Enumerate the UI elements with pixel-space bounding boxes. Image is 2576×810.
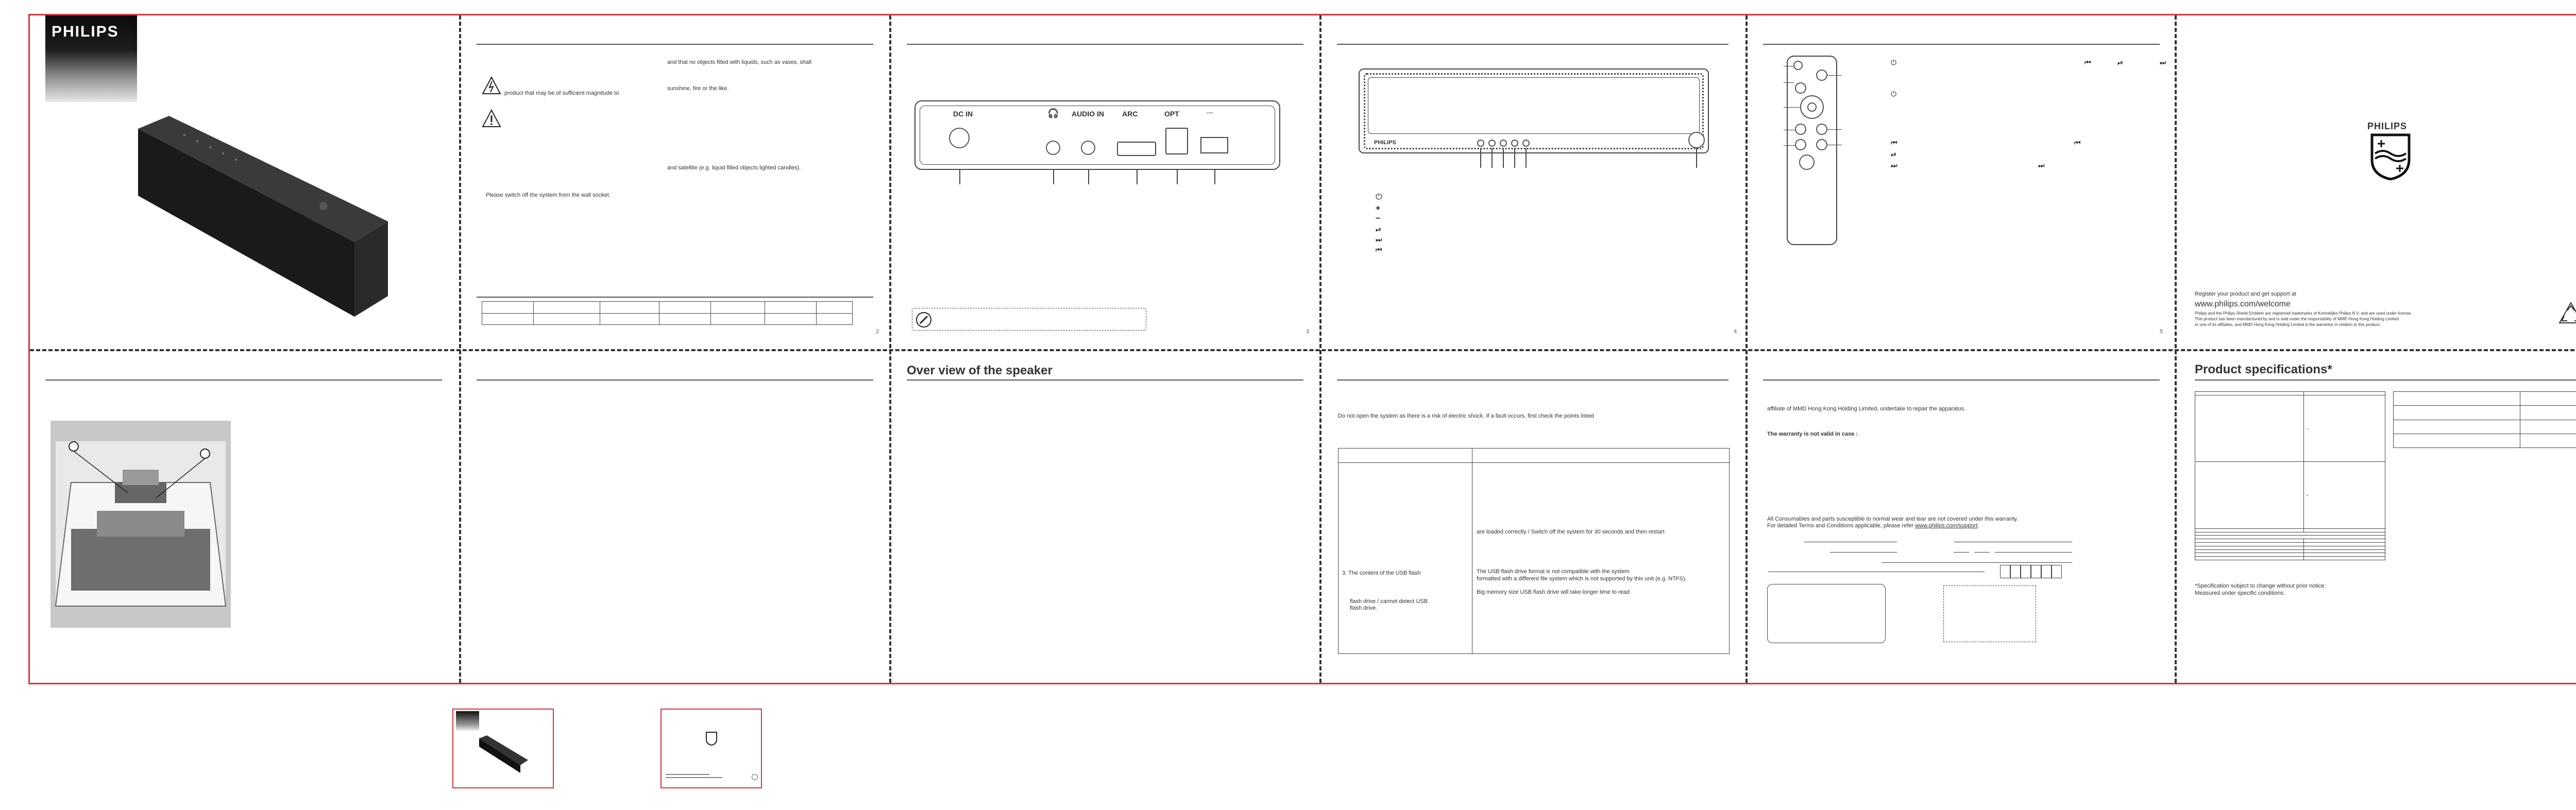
remote-button <box>1816 70 1827 81</box>
play-pause-icon: ⏯ <box>1376 225 1382 233</box>
remote-panel <box>1748 15 2175 349</box>
brand-wordmark: PHILIPS <box>2367 121 2408 131</box>
speaker-brand: PHILIPS <box>1374 140 1396 146</box>
rule <box>1337 44 1728 45</box>
form-box <box>2041 565 2052 578</box>
rule <box>907 44 1303 45</box>
callout-line <box>1526 148 1527 168</box>
form-line <box>1830 552 1897 553</box>
warning-shock-icon <box>482 76 501 95</box>
thumbnail-text-line <box>666 777 722 778</box>
remote-outline <box>1787 56 1837 245</box>
form-line <box>1882 562 2072 563</box>
volume-up-button <box>1488 140 1496 147</box>
spec-table-left <box>2195 391 2385 560</box>
plus-icon: + <box>1376 204 1381 213</box>
booklet-sheet <box>28 14 2576 684</box>
dealer-stamp-box <box>1767 584 1886 643</box>
warning-exclamation-icon <box>482 109 501 128</box>
specifications-panel <box>2177 351 2576 684</box>
rule <box>477 380 873 381</box>
callout-line <box>1214 170 1215 184</box>
callout-line <box>1053 170 1054 184</box>
form-line <box>1995 552 2072 553</box>
form-line <box>1954 552 1969 553</box>
page-title: Over view of the speaker <box>907 364 1053 377</box>
legal-text: This product has been manufactured by and is sold under the responsibility of MMD Hong Kong Holding Limited <box>2195 317 2399 321</box>
form-box <box>2031 565 2041 578</box>
spec-table-right <box>2393 391 2576 448</box>
headphone-icon: 🎧 <box>1047 108 1059 118</box>
remote-play-button <box>1807 102 1817 112</box>
rule <box>1763 380 2160 381</box>
philips-logo-badge <box>45 15 137 102</box>
speaker-grille-inner <box>1368 77 1700 134</box>
troubleshoot-table <box>1338 448 1730 654</box>
warranty-text: affiliate of MMD Hong Kong Holding Limited, undertake to repair the apparatus. <box>1767 406 1966 412</box>
safety-text: Please switch off the system from the wall socket. <box>486 192 611 198</box>
support-link[interactable]: www.philips.com/support <box>1915 523 1978 529</box>
next-track-icon: ⏭ <box>2160 58 2166 66</box>
power-icon: ⏻ <box>1891 58 1897 66</box>
port-label-audio-in: AUDIO IN <box>1072 110 1104 118</box>
troubleshoot-text: The USB flash drive format is not compatible with the system <box>1477 568 1630 575</box>
safety-text: product that may be of sufficient magnitude to <box>504 90 619 96</box>
note-pen-icon <box>916 312 932 328</box>
usb-icon: ⎓ <box>1207 109 1213 117</box>
callout-line <box>1480 148 1481 168</box>
rule <box>45 380 442 381</box>
legal-text: Philips and the Philips Shield Emblem are registered trademarks of Koninklijke Philips N.V. and are used under license. <box>2195 311 2412 316</box>
callout-line <box>1492 148 1493 168</box>
back-cover-panel <box>2177 15 2576 349</box>
form-box <box>2021 565 2031 578</box>
blank-panel <box>461 351 889 684</box>
page-number: 4 <box>1734 329 1737 335</box>
soundbar-photo <box>128 113 416 330</box>
troubleshoot-intro: Do not open the system as there is a risk of electric shock. If a fault occurs, first check the points listed <box>1338 413 1595 419</box>
callout-line <box>1784 145 1795 146</box>
form-line <box>1974 552 1990 553</box>
remote-button <box>1795 82 1806 94</box>
next-track-icon: ⏭ <box>1376 235 1382 244</box>
callout-line <box>1177 170 1178 184</box>
rule <box>477 44 873 45</box>
play-pause-button <box>1511 140 1518 147</box>
next-track-icon: ⏭ <box>2038 161 2045 169</box>
register-line: Register your product and get support at <box>2195 291 2296 297</box>
spec-note: Measured under specific conditions. <box>2195 590 2285 596</box>
rear-panel <box>891 15 1319 349</box>
remote-power-button <box>1793 61 1803 70</box>
philips-shield-emblem <box>2370 133 2411 180</box>
callout-line <box>959 170 960 184</box>
dc-in-port <box>949 128 970 148</box>
cover-panel <box>30 15 459 349</box>
volume-knob <box>1688 132 1705 148</box>
troubleshoot-text: formatted with a different file system which is not supported by this unit (e.g. NTFS). <box>1477 576 1687 582</box>
volume-down-button <box>1500 140 1507 147</box>
front-panel <box>1321 15 1745 349</box>
callout-line <box>1137 170 1138 184</box>
remote-button <box>1799 154 1815 170</box>
callout-line <box>1514 148 1515 168</box>
receipt-box <box>1943 585 2036 642</box>
power-button <box>1477 140 1484 147</box>
previous-track-icon: ⏮ <box>1891 139 1897 147</box>
callout-line <box>1784 107 1800 108</box>
previous-track-icon: ⏮ <box>2084 58 2091 66</box>
previous-track-icon: ⏮ <box>1376 246 1382 254</box>
audio-in-port <box>1081 141 1095 155</box>
spec-value: - <box>2307 426 2309 433</box>
next-track-icon: ⏭ <box>1891 161 1897 169</box>
support-url[interactable]: www.philips.com/welcome <box>2195 300 2291 308</box>
thumbnail-recycle-icon <box>752 774 758 780</box>
thumbnail-logo <box>456 711 479 731</box>
safety-panel <box>461 15 889 349</box>
safety-text: and that no objects filled with liquids, such as vases, shall <box>667 59 812 65</box>
page-title: Product specifications* <box>2195 363 2332 376</box>
troubleshoot-text: 3. The content of the USB flash <box>1342 570 1421 576</box>
safety-text: and satellite (e.g. liquid filled objects lighted candles). <box>667 165 801 171</box>
usb-port <box>1200 137 1228 153</box>
optical-port <box>1165 128 1188 154</box>
room-placement-illustration <box>50 421 231 628</box>
symbol-table <box>482 301 853 325</box>
warranty-panel <box>1748 351 2175 684</box>
power-icon: ⏻ <box>1891 90 1897 98</box>
safety-text: sunshine, fire or the like. <box>667 85 729 92</box>
warranty-text: For detailed Terms and Conditions applicable, please refer www.philips.com/support. <box>1767 523 1979 529</box>
rule <box>1763 44 2160 45</box>
form-box <box>2000 565 2010 578</box>
brand-wordmark: PHILIPS <box>52 23 119 40</box>
thumbnail-shield-icon <box>705 731 718 746</box>
placement-panel <box>30 351 459 684</box>
rule <box>1337 380 1728 381</box>
troubleshoot-text: are loaded correctly / Switch off the system for 30 seconds and then restart <box>1477 529 1665 535</box>
remote-button <box>1816 139 1827 150</box>
page-number: 3 <box>1306 329 1310 335</box>
port-label-opt: OPT <box>1164 110 1179 118</box>
troubleshoot-text: flash drive. <box>1350 605 1378 611</box>
thumbnail-soundbar <box>477 734 533 775</box>
recycle-icon <box>2558 301 2576 325</box>
rule <box>907 380 1303 381</box>
thumbnail-back[interactable] <box>660 709 762 788</box>
callout-line <box>1503 148 1504 168</box>
rule <box>2195 380 2576 381</box>
previous-track-icon: ⏮ <box>2074 139 2081 147</box>
port-label-dc-in: DC IN <box>953 110 973 118</box>
play-pause-icon: ⏯ <box>1891 150 1897 158</box>
remote-button <box>1816 124 1827 135</box>
play-pause-icon: ⏯ <box>2117 58 2124 66</box>
next-button <box>1522 140 1530 147</box>
headphone-port <box>1046 141 1060 155</box>
page-number: 5 <box>2160 329 2163 335</box>
rule <box>477 297 873 298</box>
spec-value: - <box>2307 492 2309 499</box>
callout-line <box>1827 129 1842 130</box>
remote-button <box>1795 124 1806 135</box>
troubleshoot-text: flash drive / cannot detect USB <box>1350 598 1428 605</box>
warranty-text: All Consumables and parts susceptible to normal wear and tear are not covered under this warranty. <box>1767 516 2019 522</box>
spec-note: *Specification subject to change without prior notice. <box>2195 583 2326 589</box>
thumbnail-text-line <box>666 774 709 775</box>
power-icon: ⏻ <box>1376 193 1382 201</box>
callout-line <box>1784 82 1794 83</box>
remote-button <box>1795 139 1806 150</box>
form-box <box>2010 565 2021 578</box>
callout-line <box>1088 170 1089 184</box>
hdmi-arc-port <box>1117 142 1156 156</box>
note-box <box>912 308 1146 331</box>
table-rule <box>1338 462 1730 463</box>
page-number: 2 <box>876 329 879 335</box>
troubleshooting-panel <box>1321 351 1745 684</box>
thumbnail-front[interactable] <box>452 709 554 788</box>
port-label-arc: ARC <box>1122 110 1138 118</box>
legal-text: or one of its affiliates, and MMD Hong Kong Holding Limited is the warrantor in relation to this product. <box>2195 322 2381 327</box>
troubleshoot-text: Big memory size USB flash drive will take longer time to read <box>1477 589 1630 595</box>
warranty-text: The warranty is not valid in case : <box>1767 431 1858 437</box>
minus-icon: − <box>1376 214 1381 223</box>
callout-line <box>1827 75 1842 76</box>
callout-line <box>1696 148 1697 168</box>
overview-panel <box>891 351 1319 684</box>
form-box <box>2052 565 2062 578</box>
